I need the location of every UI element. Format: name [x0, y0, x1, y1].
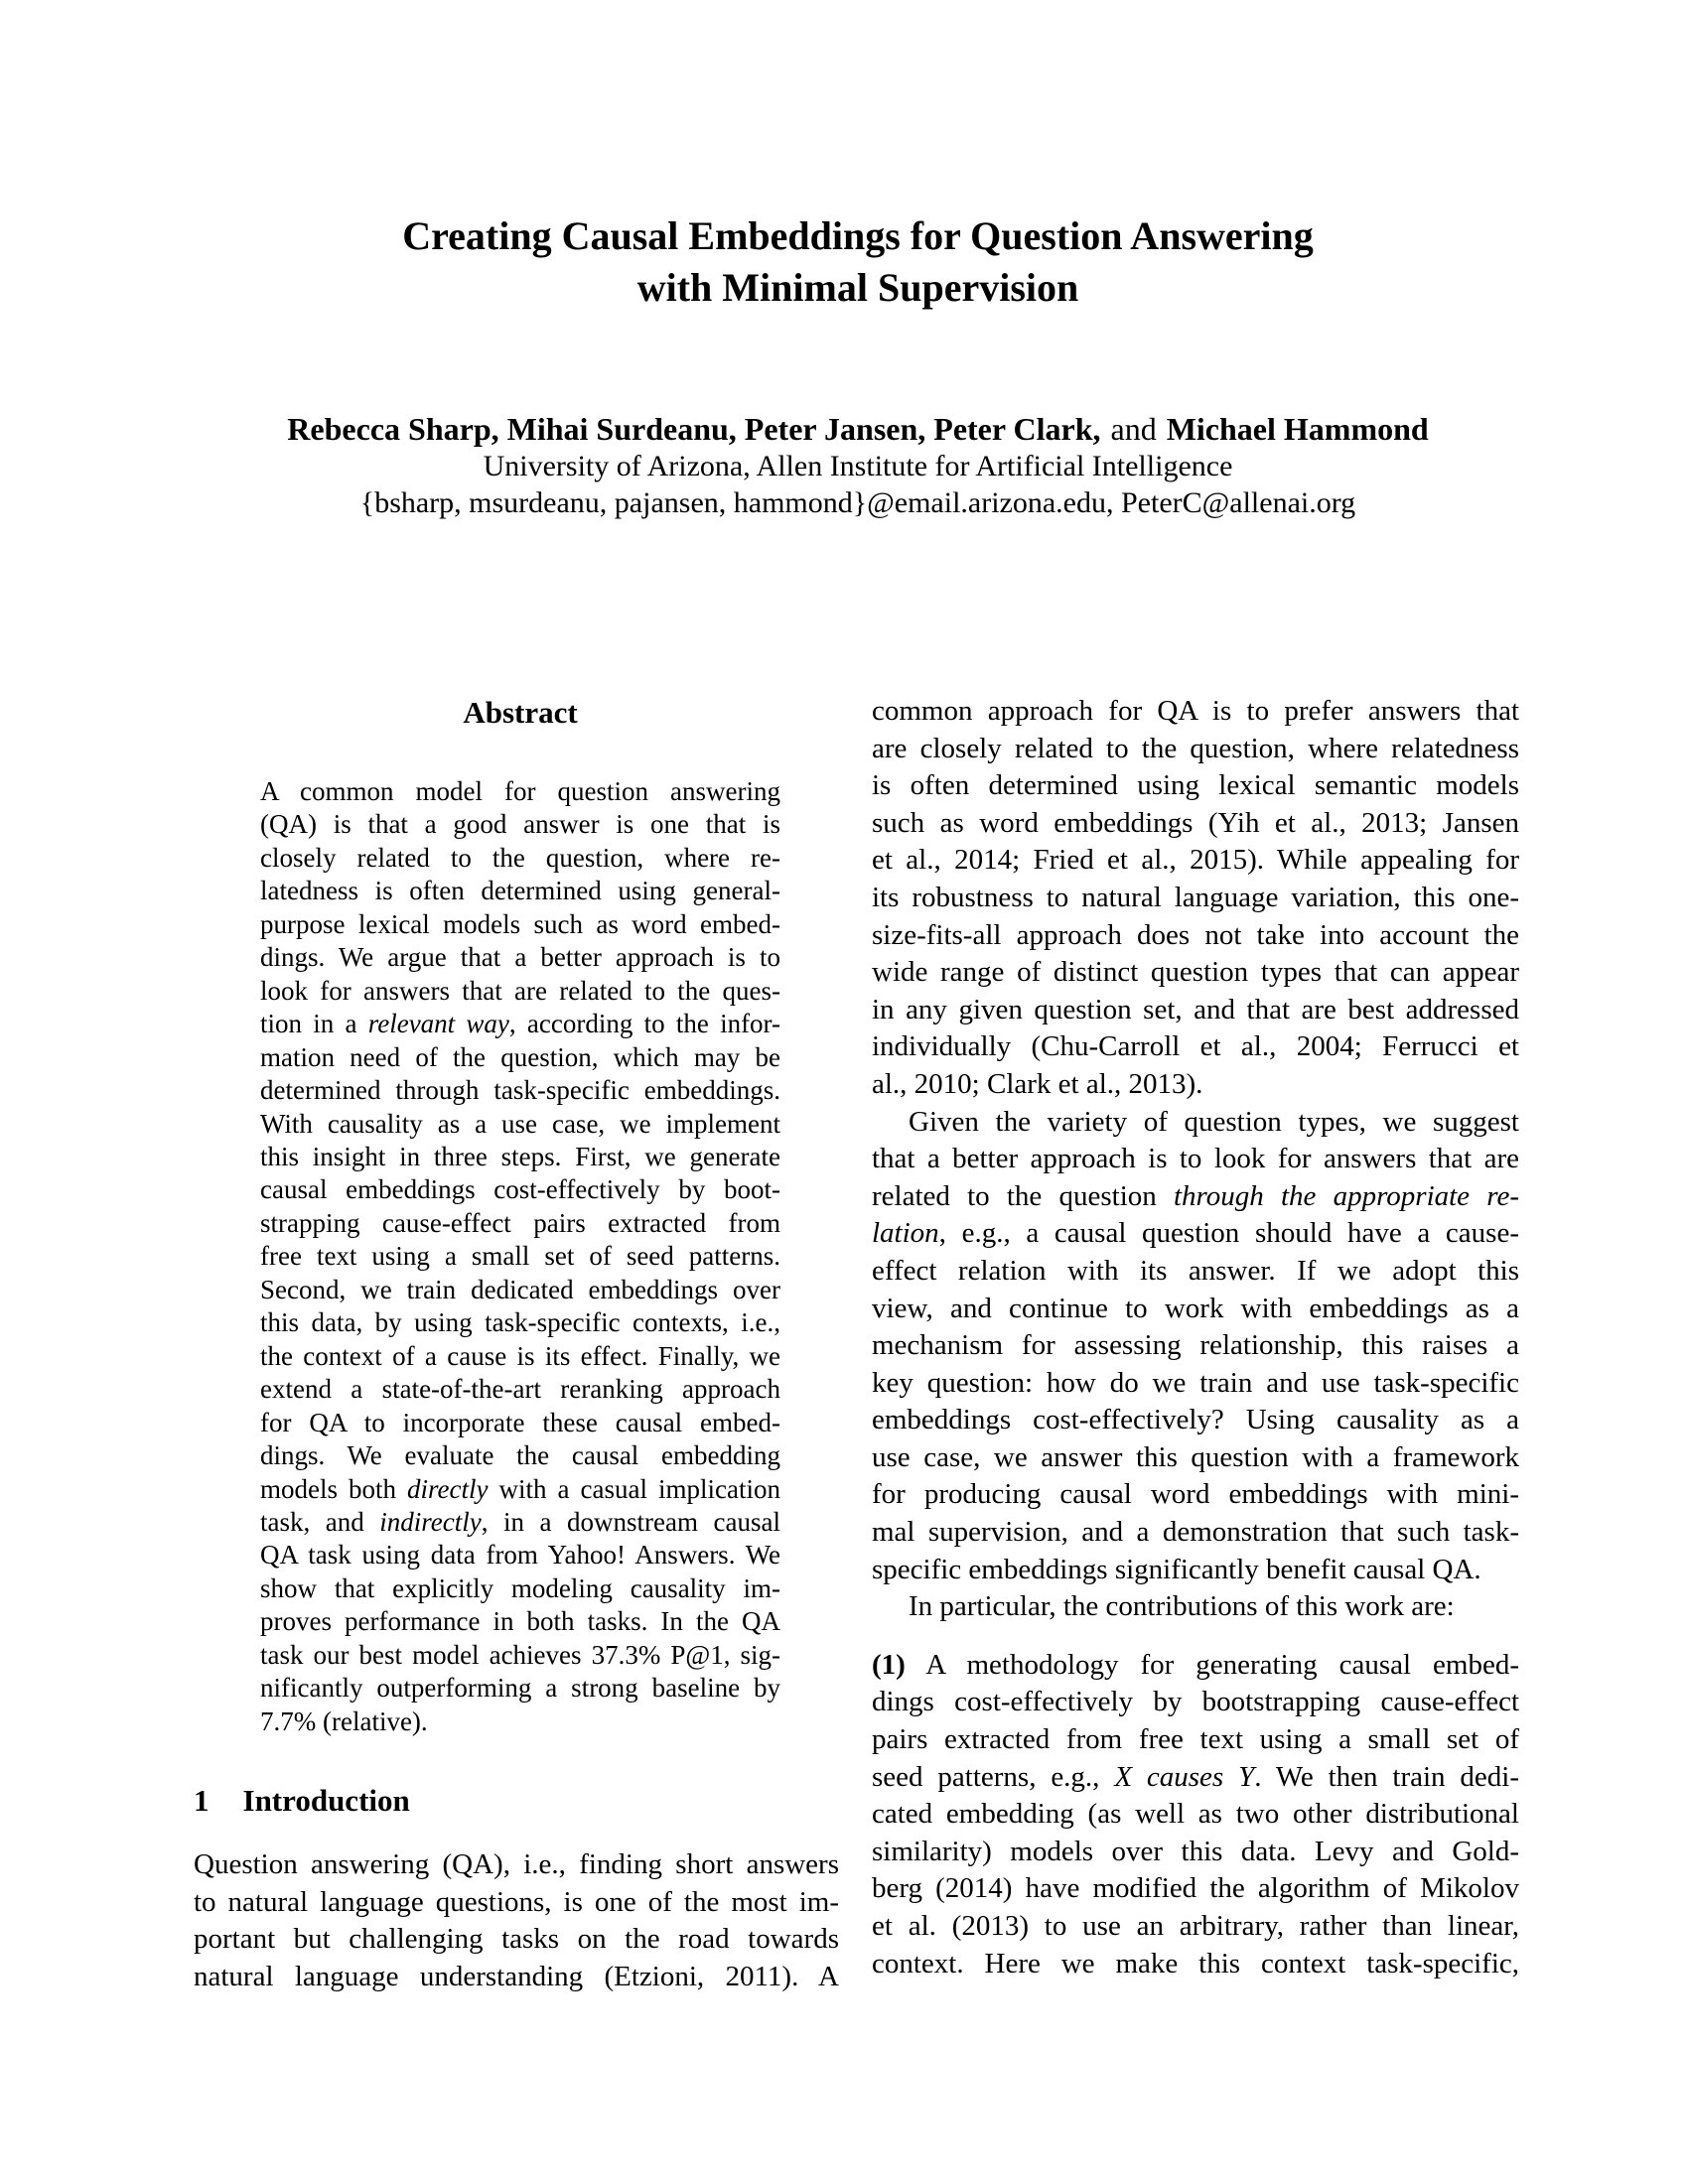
- text-line: lation, e.g., a causal question should have a cause-: [872, 1217, 1519, 1250]
- text-line: individually (Chu-Carroll et al., 2004; Ferrucci et: [872, 1030, 1519, 1063]
- text-line: its robustness to natural language variation, this one-: [872, 881, 1519, 913]
- text-line: dings cost-effectively by bootstrapping cause-effect: [872, 1686, 1519, 1718]
- text-line: extend a state-of-the-art reranking approach: [260, 1374, 780, 1405]
- text-line: mal supervision, and a demonstration that such task-: [872, 1516, 1519, 1549]
- text-line: purpose lexical models such as word embed-: [260, 908, 780, 939]
- text-line: for producing causal word embeddings with mini-: [872, 1478, 1519, 1511]
- text-line: are closely related to the question, where relatedness: [872, 732, 1519, 764]
- text-line: embeddings cost-effectively? Using causality as a: [872, 1404, 1519, 1436]
- paper-title-line-1: Creating Causal Embeddings for Question Answering: [402, 213, 1314, 258]
- affiliation: University of Arizona, Allen Institute for Artificial Intelligence: [483, 450, 1233, 482]
- text-line: cated embedding (as well as two other distributional: [872, 1798, 1519, 1831]
- text-line: for QA to incorporate these causal embed-: [260, 1407, 780, 1437]
- text-line: natural language understanding (Etzioni, 2011). A: [194, 1960, 839, 1992]
- text-line: that a better approach is to look for answers that are: [872, 1143, 1519, 1175]
- introduction-paragraph: [194, 1846, 839, 1995]
- right-column: [872, 693, 1519, 1982]
- text-line: size-fits-all approach does not take into account the: [872, 918, 1519, 951]
- author-block: [129, 411, 1587, 521]
- text-line: al., 2010; Clark et al., 2013).: [872, 1067, 1203, 1100]
- text-line: portant but challenging tasks on the road towards: [194, 1923, 839, 1956]
- text-line: pairs extracted from free text using a small set of: [872, 1723, 1519, 1756]
- text-line: dings. We argue that a better approach is to: [260, 942, 780, 973]
- text-line: Second, we train dedicated embeddings over: [260, 1274, 780, 1304]
- text-line: causal embeddings cost-effectively by boot-: [260, 1174, 780, 1205]
- right-column-paragraph-2: [872, 1104, 1519, 1589]
- text-line: task, and indirectly, in a downstream causal: [260, 1506, 780, 1537]
- section-number: 1: [194, 1783, 210, 1818]
- text-line: strapping cause-effect pairs extracted from: [260, 1207, 780, 1238]
- text-line: context. Here we make this context task-specific,: [872, 1947, 1519, 1979]
- text-line: effect relation with its answer. If we adopt this: [872, 1254, 1519, 1287]
- text-line: 7.7% (relative).: [260, 1706, 428, 1736]
- text-line: closely related to the question, where re-: [260, 842, 780, 873]
- right-column-paragraph-3: [872, 1588, 1519, 1626]
- text-line: QA task using data from Yahoo! Answers. We: [260, 1540, 780, 1570]
- author-names: [129, 411, 1587, 448]
- author-names-main: Rebecca Sharp, Mihai Surdeanu, Peter Jansen, Peter Clark,: [287, 411, 1101, 447]
- text-line: In particular, the contributions of this work are:: [909, 1590, 1455, 1623]
- text-line: dings. We evaluate the causal embedding: [260, 1440, 780, 1471]
- text-line: to natural language questions, is one of the most im-: [194, 1885, 839, 1918]
- text-line: et al., 2014; Fried et al., 2015). While appealing for: [872, 844, 1519, 877]
- text-line: With causality as a use case, we implement: [260, 1108, 780, 1139]
- text-line: determined through task-specific embeddings.: [260, 1075, 780, 1106]
- paper-title-line-2: with Minimal Supervision: [636, 265, 1079, 310]
- text-line: look for answers that are related to the ques-: [260, 975, 780, 1006]
- abstract-heading: Abstract: [463, 695, 578, 730]
- text-line: similarity) models over this data. Levy and Gold-: [872, 1835, 1519, 1867]
- text-line: mation need of the question, which may be: [260, 1041, 780, 1072]
- text-line: tion in a relevant way, according to the infor-: [260, 1009, 780, 1039]
- text-line: wide range of distinct question types that can appear: [872, 956, 1519, 989]
- text-line: latedness is often determined using general-: [260, 876, 780, 906]
- text-line: models both directly with a casual implication: [260, 1473, 780, 1504]
- text-line: key question: how do we train and use task-specific: [872, 1366, 1519, 1399]
- text-line: mechanism for assessing relationship, this raises a: [872, 1329, 1519, 1362]
- text-line: use case, we answer this question with a framework: [872, 1440, 1519, 1473]
- abstract-text: [260, 775, 780, 1738]
- section-title: Introduction: [242, 1783, 410, 1818]
- text-line: related to the question through the appropriate re-: [872, 1179, 1519, 1212]
- text-line: in any given question set, and that are best addressed: [872, 993, 1519, 1025]
- right-column-paragraph-1: [872, 693, 1519, 1104]
- text-line: is often determined using lexical semantic models: [872, 769, 1519, 802]
- paper-title: [194, 210, 1522, 314]
- text-line: et al. (2013) to use an arbitrary, rather than linear,: [872, 1910, 1519, 1942]
- author-emails: {bsharp, msurdeanu, pajansen, hammond}@email.arizona.edu, PeterC@allenai.org: [359, 486, 1356, 519]
- text-line: specific embeddings significantly benefit causal QA.: [872, 1553, 1481, 1585]
- text-line: nificantly outperforming a strong baseline by: [260, 1673, 780, 1704]
- right-column-paragraph-contribution-1: [872, 1647, 1519, 1982]
- text-line: (QA) is that a good answer is one that is: [260, 809, 780, 840]
- text-line: such as word embeddings (Yih et al., 2013; Jansen: [872, 806, 1519, 839]
- text-line: free text using a small set of seed patterns.: [260, 1241, 780, 1272]
- text-line: the context of a cause is its effect. Finally, we: [260, 1340, 780, 1371]
- author-names-conjunction: and: [1110, 411, 1157, 447]
- text-line: berg (2014) have modified the algorithm of Mikolov: [872, 1872, 1519, 1905]
- text-line: task our best model achieves 37.3% P@1, sig-: [260, 1639, 780, 1670]
- text-line: view, and continue to work with embeddings as a: [872, 1292, 1519, 1324]
- text-line: this insight in three steps. First, we generate: [260, 1141, 780, 1171]
- text-line: Given the variety of question types, we suggest: [909, 1105, 1519, 1138]
- section-heading-introduction: [194, 1783, 410, 1819]
- text-line: Question answering (QA), i.e., finding short answers: [194, 1848, 839, 1880]
- author-names-last: Michael Hammond: [1166, 411, 1429, 447]
- text-line: A common model for question answering: [260, 776, 780, 806]
- text-line: this data, by using task-specific contexts, i.e.,: [260, 1307, 780, 1338]
- text-line: (1) A methodology for generating causal embed-: [872, 1648, 1519, 1681]
- text-line: proves performance in both tasks. In the QA: [260, 1606, 780, 1637]
- text-line: seed patterns, e.g., X causes Y. We then train dedi-: [872, 1760, 1519, 1793]
- text-line: common approach for QA is to prefer answers that: [872, 695, 1519, 727]
- text-line: show that explicitly modeling causality im-: [260, 1572, 780, 1603]
